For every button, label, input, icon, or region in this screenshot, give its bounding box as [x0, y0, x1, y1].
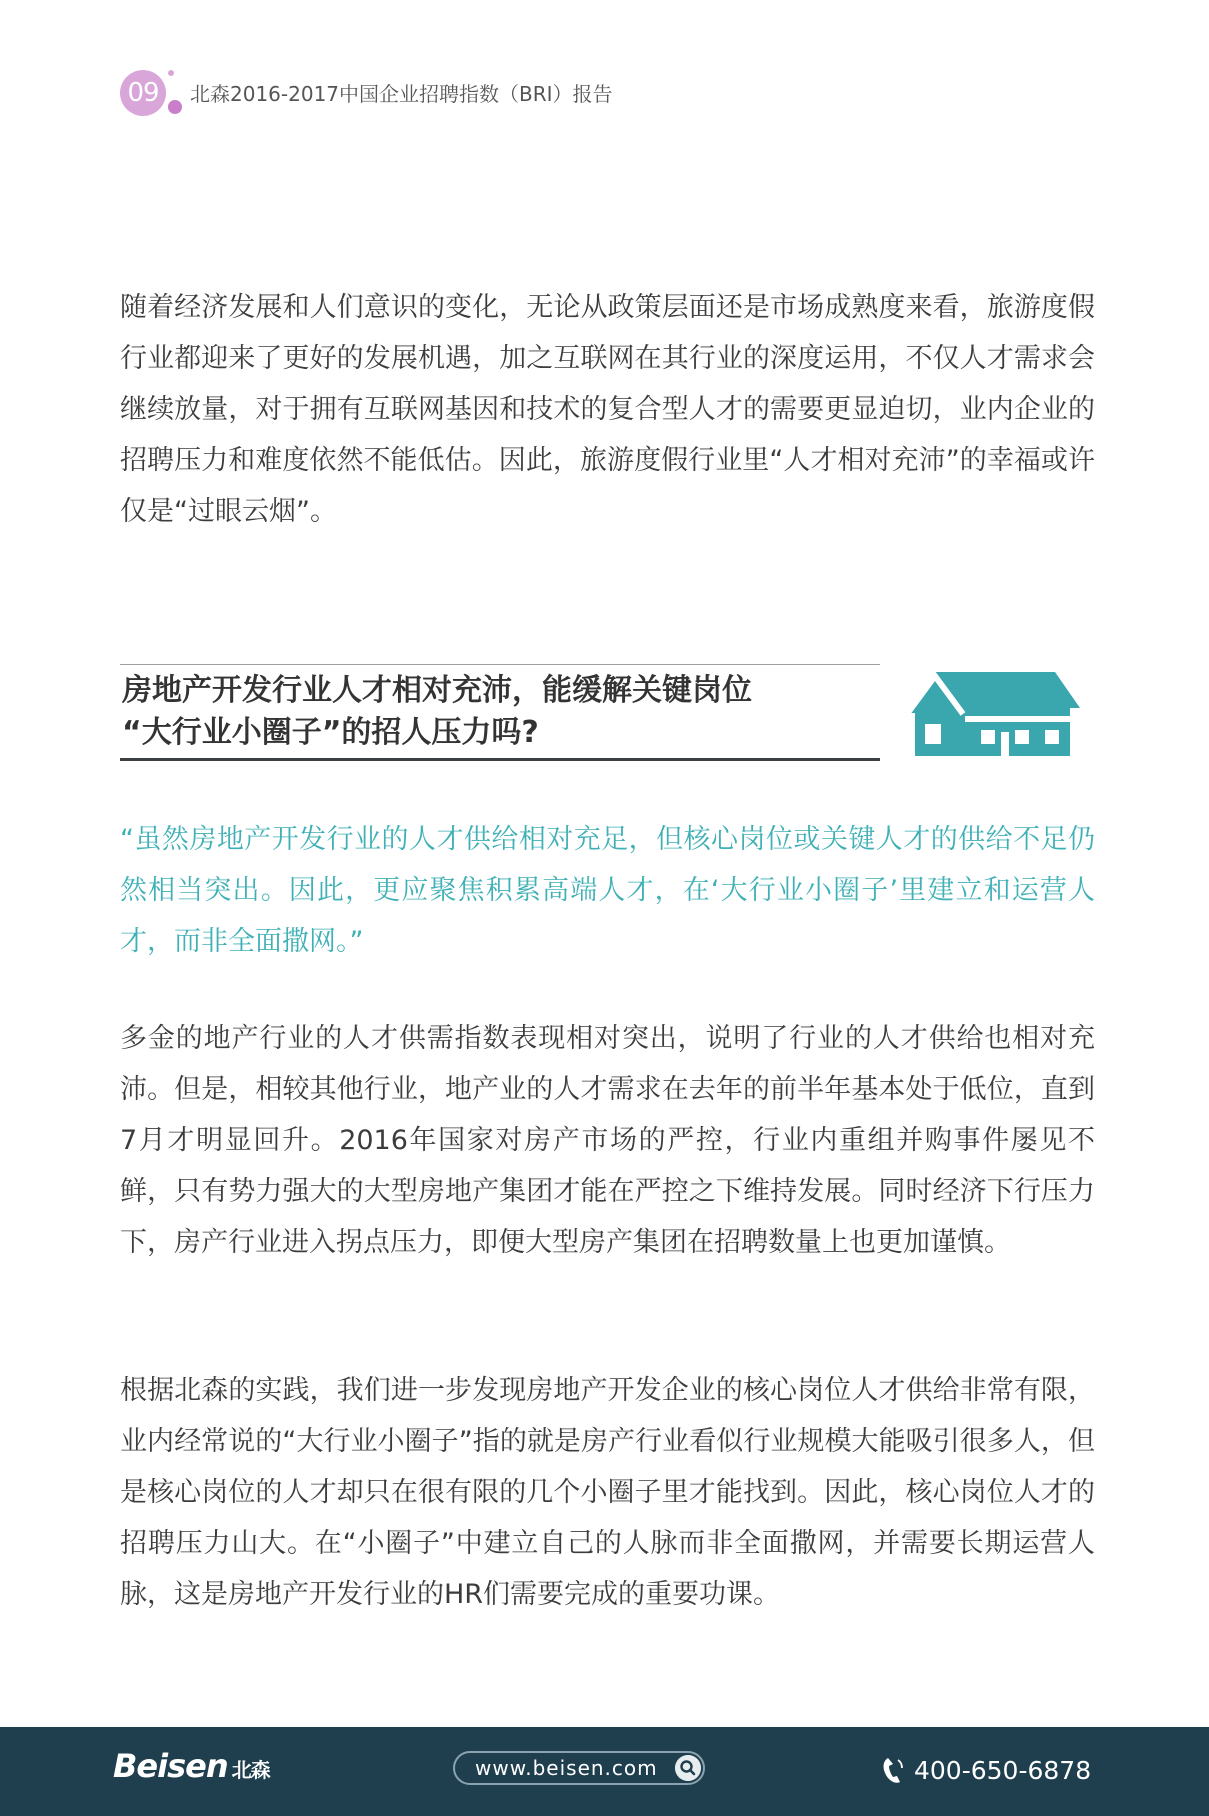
pull-quote: “虽然房地产开发行业的人才供给相对充足，但核心岗位或关键人才的供给不足仍然相当突出。因此，更应聚焦积累高端人才，在‘大行业小圈子’里建立和运营人才，而非全面撒网。”	[120, 824, 1095, 957]
footer-bar	[0, 1727, 1209, 1816]
website-link[interactable]	[453, 1751, 705, 1785]
paragraph-core-talent: 根据北森的实践，我们进一步发现房地产开发企业的核心岗位人才供给非常有限，业内经常说的“大行业小圈子”指的就是房产行业看似行业规模大能吸引很多人，但是核心岗位的人才却只在很有限的几个小圈子里才能找到。因此，核心岗位人才的招聘压力山大。在“小圈子”中建立自己的人脉而非全面撒网，并需要长期运营人脉，这是房地产开发行业的HR们需要完成的重要功课。	[120, 1375, 1095, 1610]
section-title-line2: “大行业小圈子”的招人压力吗?	[122, 715, 539, 750]
page-header	[120, 64, 613, 120]
paragraph-tourism: 随着经济发展和人们意识的变化，无论从政策层面还是市场成熟度来看，旅游度假行业都迎来了更好的发展机遇，加之互联网在其行业的深度运用，不仅人才需求会继续放量，对于拥有互联网基因和技术的复合型人才的需要更显迫切，业内企业的招聘压力和难度依然不能低估。因此，旅游度假行业里“人才相对充沛”的幸福或许仅是“过眼云烟”。	[120, 292, 1095, 527]
report-title: 北森2016-2017中国企业招聘指数（BRI）报告	[190, 81, 613, 106]
page-number-badge	[120, 64, 176, 120]
section-divider-top	[120, 664, 880, 665]
section-title-line1: 房地产开发行业人才相对充沛，能缓解关键岗位	[122, 673, 752, 708]
page-number: 09	[127, 78, 159, 108]
phone-icon	[880, 1755, 906, 1785]
phone-contact	[880, 1755, 1091, 1785]
section-title	[122, 670, 882, 754]
beisen-logo: Beisen 北森	[113, 1747, 270, 1785]
website-url[interactable]: www.beisen.com	[475, 1756, 658, 1780]
paragraph-real-estate: 多金的地产行业的人才供需指数表现相对突出，说明了行业的人才供给也相对充沛。但是，相较其他行业，地产业的人才需求在去年的前半年基本处于低位，直到7月才明显回升。2016年国家对房产市场的严控，行业内重组并购事件屡见不鲜，只有势力强大的大型房地产集团才能在严控之下维持发展。同时经济下行压力下，房产行业进入拐点压力，即便大型房产集团在招聘数量上也更加谨慎。	[120, 1023, 1095, 1258]
house-icon	[905, 668, 1080, 758]
phone-number: 400-650-6878	[914, 1755, 1092, 1785]
search-icon[interactable]	[675, 1755, 701, 1781]
section-divider-bottom	[120, 758, 880, 761]
